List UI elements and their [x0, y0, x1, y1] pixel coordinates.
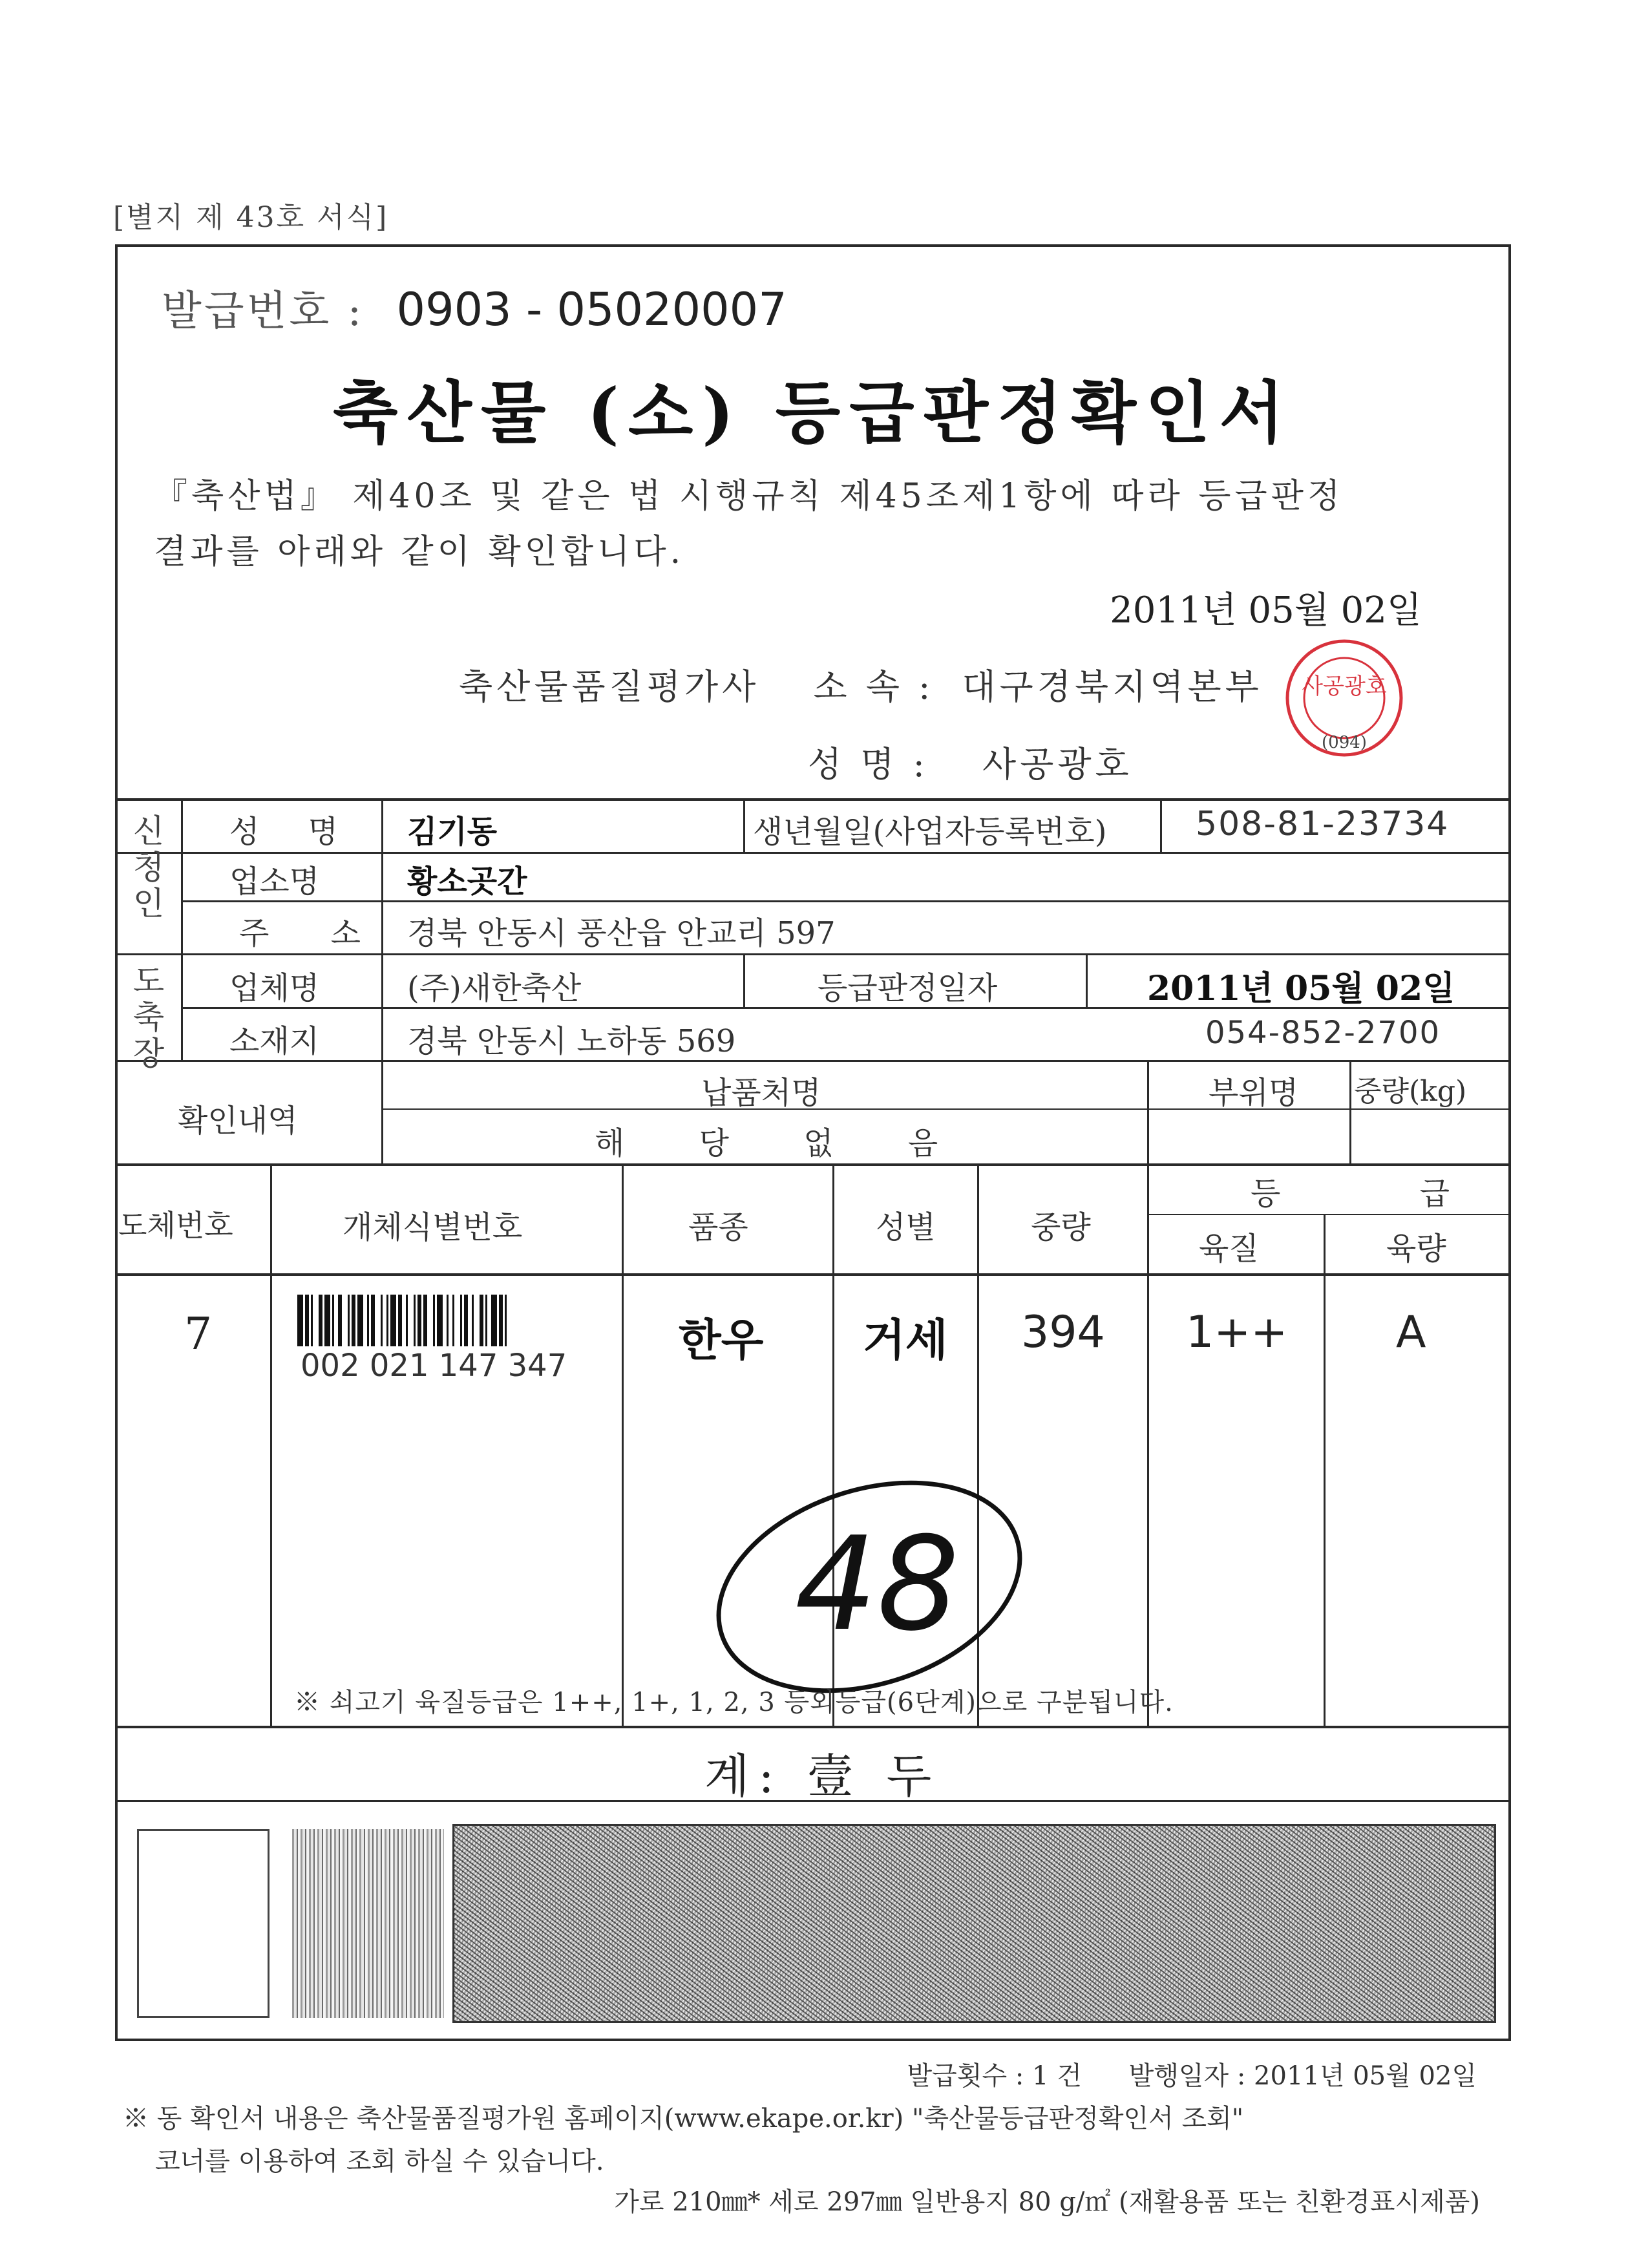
notice-line-1: ※ 동 확인서 내용은 축산물품질평가원 홈페이지(www.ekape.or.kr) "축산물등급판정확인서 조회": [123, 2104, 1244, 2134]
quality-grade: 1++: [1186, 1307, 1288, 1358]
inspector-name: 사공광호: [982, 744, 1133, 785]
header-sex: 성별: [876, 1209, 936, 1245]
yield-grade: A: [1396, 1307, 1426, 1358]
applicant-group-label: 신청인: [132, 812, 165, 922]
issue-number: 0903 - 05020007: [396, 283, 787, 336]
handwritten-circled-number: [698, 1474, 1047, 1706]
birth-label: 생년월일(사업자등록번호): [753, 814, 1107, 850]
barcode-bar: [464, 1295, 468, 1346]
inspector-role: 축산물품질평가사: [459, 666, 760, 707]
affiliation-label: 소 속 :: [813, 666, 935, 707]
security-hatch-pattern: [292, 1829, 444, 2018]
barcode-bar: [319, 1295, 322, 1346]
notice-line-2: 코너를 이용하여 조회 하실 수 있습니다.: [155, 2146, 604, 2176]
barcode-bar: [485, 1295, 487, 1346]
applicant-name: 김기동: [407, 814, 498, 850]
grade-date-label: 등급판정일자: [818, 970, 998, 1006]
id-number: 002 021 147 347: [301, 1348, 567, 1384]
intro-line-1: 『축산법』 제40조 및 같은 법 시행규칙 제45조제1항에 따라 등급판정: [154, 477, 1344, 516]
barcode-bar: [367, 1295, 369, 1346]
document-title: 축산물 (소) 등급판정확인서: [333, 373, 1293, 452]
header-grade: 등 급: [1251, 1176, 1514, 1212]
carcass-number: 7: [184, 1309, 213, 1360]
intro-line-2: 결과를 아래와 같이 확인합니다.: [154, 533, 685, 571]
inspector-affiliation-line: [459, 659, 1263, 709]
slaughterhouse-group-label: 도축장: [132, 962, 165, 1072]
barcode-bar: [324, 1295, 330, 1346]
barcode-bar: [338, 1295, 342, 1346]
store-label: 업소명: [229, 864, 320, 900]
header-weight: 중량: [1031, 1209, 1091, 1245]
barcode-bar: [371, 1295, 375, 1346]
sex-value: 거세: [863, 1315, 948, 1366]
barcode-bar: [437, 1295, 443, 1346]
issue-date-label: 발행일자 :: [1128, 2061, 1246, 2091]
breed-value: 한우: [679, 1315, 764, 1366]
issue-footer: [907, 2055, 1477, 2092]
intro-text: [154, 469, 1446, 580]
delivery-label: 납품처명: [701, 1075, 821, 1111]
seal-name: 사공광호: [1302, 673, 1387, 699]
security-noise-pattern: [452, 1824, 1496, 2023]
barcode-bar: [357, 1295, 363, 1346]
total: 계: 壹 두: [704, 1749, 941, 1803]
barcode-bar: [447, 1295, 449, 1346]
barcode-bar: [386, 1295, 388, 1346]
part-label: 부위명: [1209, 1075, 1299, 1111]
location-label: 소재지: [229, 1023, 320, 1059]
barcode-bar: [390, 1295, 396, 1346]
barcode-bar: [460, 1295, 462, 1346]
inspector-name-line: [808, 737, 1133, 787]
barcode-bar: [499, 1295, 503, 1346]
applicant-name-label: 성 명: [229, 814, 357, 850]
barcode-bar: [423, 1295, 427, 1346]
barcode-bar: [311, 1295, 313, 1346]
issue-count-label: 발급횟수 :: [907, 2061, 1024, 2091]
affiliation-value: 대구경북지역본부: [962, 666, 1263, 707]
barcode-bar: [352, 1295, 355, 1346]
issue-number-line: [162, 278, 787, 337]
applicant-address: 경북 안동시 풍산읍 안교리 597: [407, 915, 836, 951]
barcode-bar: [297, 1295, 303, 1346]
barcode-bar: [480, 1295, 483, 1346]
business-number: 508-81-23734: [1196, 805, 1450, 843]
weight-value: 394: [1021, 1307, 1105, 1358]
location: 경북 안동시 노하동 569: [407, 1023, 736, 1059]
notice: [123, 2097, 1243, 2183]
none-text: 해 당 없 음: [595, 1125, 971, 1161]
seal-number: (094): [1322, 733, 1367, 752]
confirm-date: 2011년 05월 02일: [1110, 589, 1422, 631]
address-label: 주 소: [239, 915, 386, 951]
header-yield: 육량: [1386, 1231, 1446, 1267]
header-id-no: 개체식별번호: [343, 1209, 523, 1245]
paper-spec: 가로 210㎜* 세로 297㎜ 일반용지 80 g/㎡ (재활용품 또는 친환경표시제품): [614, 2187, 1480, 2217]
barcode-bar: [433, 1295, 435, 1346]
header-breed: 품종: [688, 1209, 748, 1245]
header-quality: 육질: [1199, 1231, 1259, 1267]
security-box: [137, 1829, 269, 2018]
id-barcode: [297, 1295, 595, 1346]
grade-date: 2011년 05월 02일: [1147, 969, 1455, 1008]
barcode-bar: [491, 1295, 497, 1346]
barcode-bar: [505, 1295, 507, 1346]
barcode-bar: [332, 1295, 334, 1346]
barcode-bar: [406, 1295, 408, 1346]
company-label: 업체명: [229, 970, 320, 1006]
header-carcass-no: 도체번호: [118, 1208, 233, 1243]
company-name: (주)새한축산: [407, 970, 582, 1006]
barcode-bar: [452, 1295, 454, 1346]
issue-count: 1 건: [1032, 2061, 1082, 2091]
barcode-bar: [414, 1295, 416, 1346]
barcode-bar: [417, 1295, 421, 1346]
barcode-bar: [472, 1295, 474, 1346]
inspector-name-label: 성 명 :: [808, 744, 929, 785]
barcode-bar: [398, 1295, 402, 1346]
barcode-bar: [348, 1295, 350, 1346]
weight-kg-label: 중량(kg): [1354, 1075, 1467, 1108]
barcode-bar: [381, 1295, 383, 1346]
official-seal-stamp: [1283, 637, 1406, 759]
store-name: 황소곳간: [407, 864, 527, 900]
barcode-bar: [305, 1295, 309, 1346]
phone-number: 054-852-2700: [1205, 1015, 1441, 1051]
issue-number-label: 발급번호 :: [162, 288, 364, 335]
form-label: [별지 제 43호 서식]: [113, 201, 389, 234]
handwritten-number: 48: [795, 1509, 960, 1660]
quality-grade-note: ※ 쇠고기 육질등급은 1++, 1+, 1, 2, 3 등외등급(6단계)으로 구분됩니다.: [294, 1688, 1174, 1717]
verification-label: 확인내역: [178, 1103, 298, 1139]
issue-date: 2011년 05월 02일: [1254, 2061, 1477, 2091]
